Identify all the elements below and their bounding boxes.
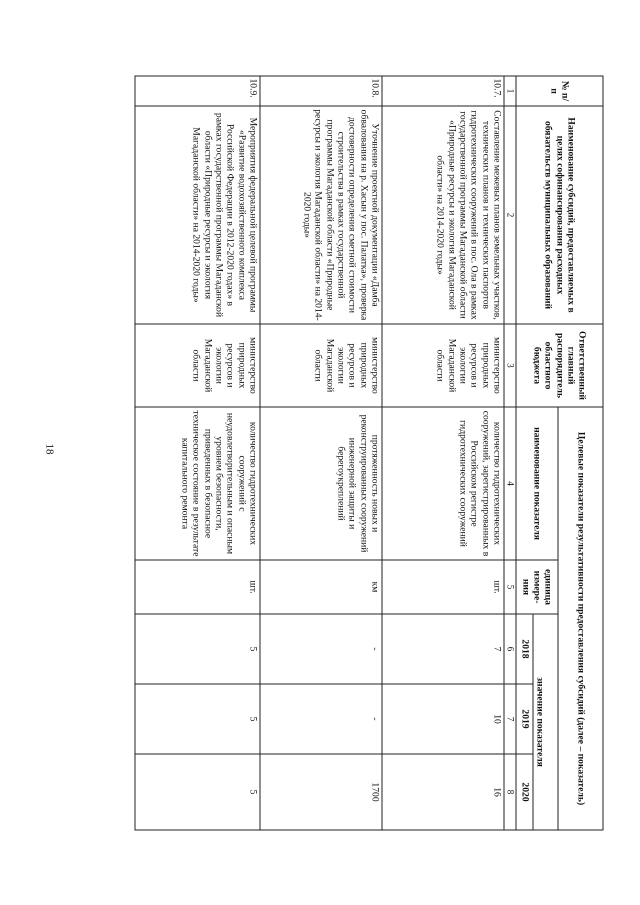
table-row <box>382 76 504 830</box>
row-indicator: количество гидротехнических сооружений с неудовлетворительным и опасным уровнем безопасности, приведенных в безопасное техническое состояние в результате капитального ремонта <box>135 407 260 560</box>
subsidy-indicators-table <box>135 76 604 831</box>
index-cell: 7 <box>504 684 516 754</box>
header-year-2020: 2020 <box>516 754 533 830</box>
row-value-2019: 5 <box>135 684 260 754</box>
header-values-title: значение показателя <box>533 614 558 830</box>
row-value-2018: 7 <box>382 614 504 684</box>
row-value-2020: 5 <box>135 754 260 830</box>
header-unit: единица измере-ния <box>516 560 558 614</box>
row-subsidy: Уточнение проектной документации «Дамба обвалования на р. Хасын у пос. Палатка», проверка достоверности определения сметной стоимости строительства в рамках государственной программы Магаданской области «Природные ресурсы и экология Магаданской области» на 2014-2020 годы» <box>260 106 382 324</box>
row-value-2020: 16 <box>382 754 504 830</box>
header-year-2018: 2018 <box>516 614 533 684</box>
row-responsible: министерство природных ресурсов и экологии Магаданской области <box>382 324 504 407</box>
row-value-2019: 10 <box>382 684 504 754</box>
column-index-row <box>504 76 516 830</box>
table-row <box>260 76 382 830</box>
page-number: 18 <box>43 443 56 455</box>
row-subsidy: Составление межевых планов земельных участков, технических планов и технических паспортов гидротехнических сооружений в пос. Ола в рамках государственной программы Магаданской области «Природные ресурсы и экология Магаданской области» на 2014-2020 годы» <box>382 106 504 324</box>
header-num: № п/п <box>516 76 603 106</box>
table-row <box>135 76 260 830</box>
row-responsible: министерство природных ресурсов и экологии Магаданской области <box>260 324 382 407</box>
index-cell: 4 <box>504 407 516 560</box>
index-cell: 8 <box>504 754 516 830</box>
header-targets-title: Целевые показатели результативности предоставления субсидий (далее – показатель) <box>558 407 603 830</box>
rotated-table-container <box>37 76 604 830</box>
row-responsible: министерство природных ресурсов и экологии Магаданской области <box>135 324 260 407</box>
header-indicator-name: наименование показателя <box>516 407 558 560</box>
header-subsidy-name: Наименование субсидий, предоставляемых в целях софинансирования расходных обязательств муниципальных образований <box>516 106 603 324</box>
row-indicator: количество гидротехнических сооружений, зарегистрированных в Российском регистре гидротехнических сооружений <box>382 407 504 560</box>
row-unit: шт. <box>382 560 504 614</box>
row-unit: км <box>260 560 382 614</box>
row-value-2019: - <box>260 684 382 754</box>
index-cell: 3 <box>504 324 516 407</box>
row-subsidy: Мероприятия федеральной целевой программы «Развитие водохозяйственного комплекса Российской Федерации в 2012-2020 годах» в рамках государственной программы Магаданской области «Природные ресурсы и экология Магаданской области» на 2014-2020 годы» <box>135 106 260 324</box>
header-year-2019: 2019 <box>516 684 533 754</box>
row-unit: шт. <box>135 560 260 614</box>
index-cell: 2 <box>504 106 516 324</box>
index-cell: 5 <box>504 560 516 614</box>
index-cell: 6 <box>504 614 516 684</box>
row-num: 10.7. <box>382 76 504 106</box>
row-num: 10.8. <box>260 76 382 106</box>
header-row-1 <box>558 76 603 830</box>
row-value-2018: 5 <box>135 614 260 684</box>
row-indicator: протяженность новых и реконструированных сооружений инженерной защиты и берегоукреплений <box>260 407 382 560</box>
row-value-2020: 1700 <box>260 754 382 830</box>
index-cell: 1 <box>504 76 516 106</box>
row-value-2018: - <box>260 614 382 684</box>
header-responsible: Ответственный главный распорядитель областного бюджета <box>516 324 603 407</box>
row-num: 10.9. <box>135 76 260 106</box>
